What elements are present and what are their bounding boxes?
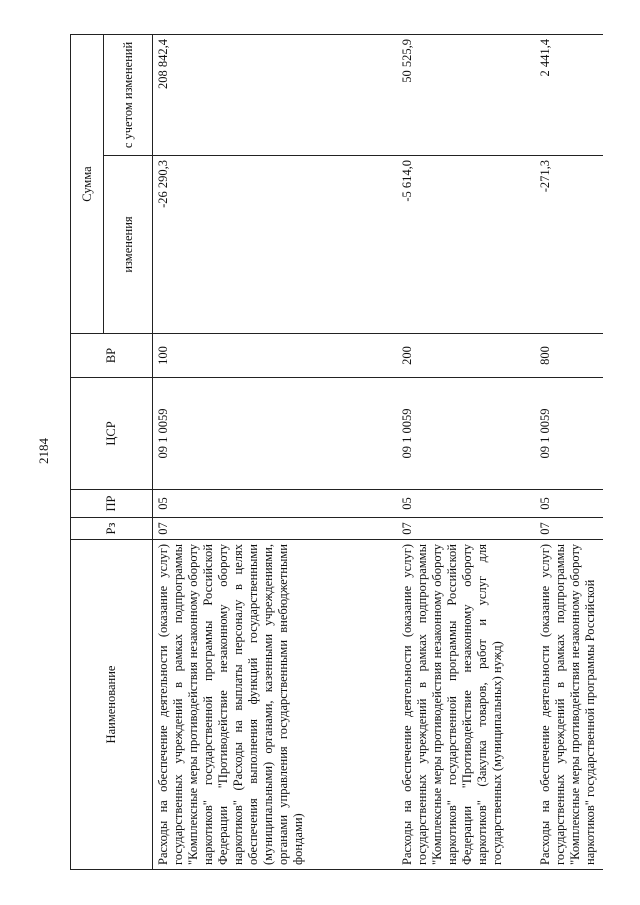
row-total: 2 441,4 (535, 35, 603, 156)
rotated-table-wrapper (70, 35, 597, 870)
header-pr: ПР (71, 490, 153, 518)
row-name: Расходы на обеспечение деятельности (оказание услуг) государственных учреждений в рамках подпрограммы "Комплексные меры противодействия незаконному обороту наркотиков" государственной программы Российской Федерации "Противодействие незаконному обороту наркотиков" (Закупка товаров, работ и услуг для государственных (муниципальных) нужд) (397, 540, 535, 870)
row-rz: 07 (153, 518, 398, 540)
budget-table (70, 34, 603, 870)
table-row (153, 35, 398, 870)
table-row (535, 35, 603, 870)
row-change: -271,3 (535, 156, 603, 334)
row-total: 50 525,9 (397, 35, 535, 156)
row-csr: 09 1 0059 (153, 378, 398, 490)
row-rz: 07 (397, 518, 535, 540)
row-vr: 100 (153, 334, 398, 378)
page-number: 2184 (36, 438, 51, 464)
header-name: Наименование (71, 540, 153, 870)
header-vr: ВР (71, 334, 153, 378)
row-pr: 05 (535, 490, 603, 518)
row-pr: 05 (397, 490, 535, 518)
row-csr: 09 1 0059 (535, 378, 603, 490)
row-name: Расходы на обеспечение деятельности (оказание услуг) государственных учреждений в рамках подпрограммы "Комплексные меры противодействия незаконному обороту наркотиков" государственной программы Российской (535, 540, 603, 870)
row-vr: 800 (535, 334, 603, 378)
row-change: -26 290,3 (153, 156, 398, 334)
row-pr: 05 (153, 490, 398, 518)
header-sum: Сумма (71, 35, 104, 334)
header-changes: изменения (104, 156, 153, 334)
row-name: Расходы на обеспечение деятельности (оказание услуг) государственных учреждений в рамках подпрограммы "Комплексные меры противодействия незаконному обороту наркотиков" государственной программы Российской Федерации "Противодействие незаконному обороту наркотиков" (Расходы на выплаты персоналу в целях обеспечения выполнения функций государственными (муниципальными) органами, казенными учреждениями, органами управления государственными внебюджетными фондами) (153, 540, 398, 870)
row-rz: 07 (535, 518, 603, 540)
header-csr: ЦСР (71, 378, 153, 490)
header-with-changes: с учетом изменений (104, 35, 153, 156)
row-csr: 09 1 0059 (397, 378, 535, 490)
table-row (397, 35, 535, 870)
row-change: -5 614,0 (397, 156, 535, 334)
row-total: 208 842,4 (153, 35, 398, 156)
header-rz: Рз (71, 518, 153, 540)
row-vr: 200 (397, 334, 535, 378)
